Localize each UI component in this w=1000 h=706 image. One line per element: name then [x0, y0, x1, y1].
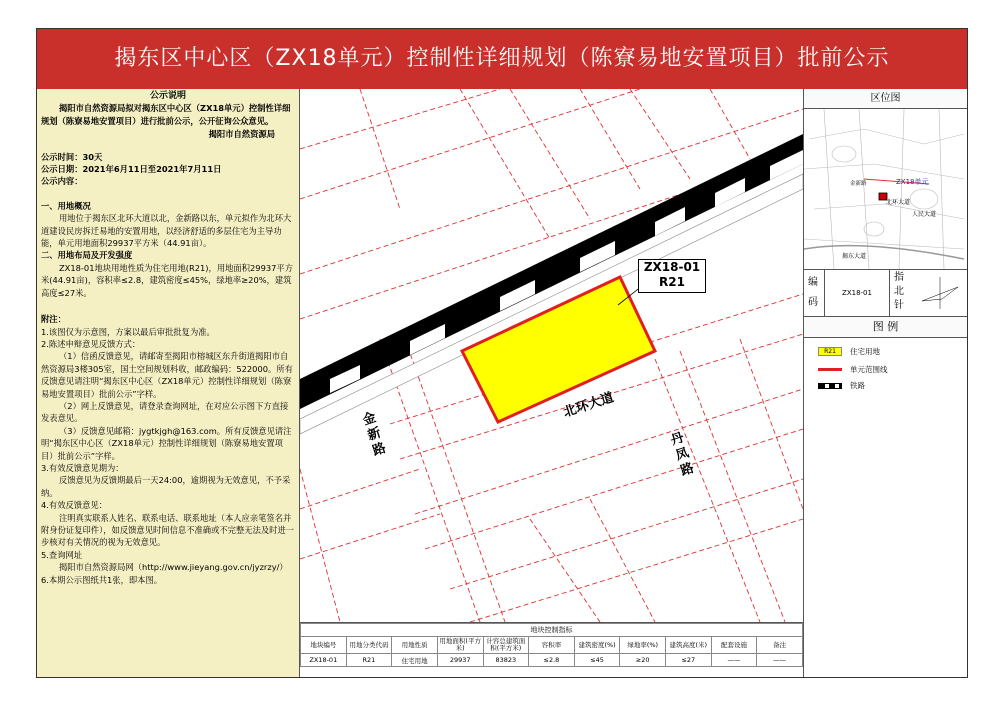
- code-row: [804, 270, 967, 317]
- loc-road-4: 人民大道: [912, 211, 937, 218]
- parcel-label: [638, 259, 706, 293]
- note-2a: （1）信函反馈意见，请邮寄至揭阳市榕城区东升街道揭阳市自然资源局3楼305室，国土空间规划科收，邮政编码：522000。所有反馈意见请注明“揭东区中心区（ZX18单元）控制性详细规划（陈寮易地安置项目）批前公示”字样。: [41, 351, 293, 399]
- notice-panel: [37, 89, 300, 677]
- code-value: ZX18-01: [824, 270, 890, 316]
- table-cell: ——: [711, 654, 757, 667]
- side-panel: [803, 89, 967, 677]
- location-map: [804, 109, 967, 270]
- legend-title: 图 例: [804, 317, 967, 338]
- loc-road-2: 揭东大道: [842, 253, 867, 260]
- table-row: [301, 654, 803, 667]
- loc-road-3: 金新路: [850, 181, 867, 187]
- table-header: 用地分类代码: [346, 637, 392, 654]
- north-arrow-icon: [918, 273, 962, 313]
- table-header: 绿地率(%): [620, 637, 666, 654]
- note-2b: （2）网上反馈意见，请登录查询网址，在对应公示图下方直接发表意见。: [41, 400, 289, 424]
- table-header: 配套设施: [711, 637, 757, 654]
- note-4: 4.有效反馈意见：: [41, 500, 107, 511]
- section1-title: 一、用地概况: [41, 200, 91, 211]
- notice-heading: 公示说明: [149, 91, 186, 101]
- notice-period: 公示时间：30天: [41, 151, 103, 162]
- table-header: 用地面积(平方米): [437, 637, 483, 654]
- loc-unit-label: ZX18单元: [896, 178, 929, 186]
- location-map-title: 区位图: [804, 89, 967, 109]
- table-header-row: [301, 637, 803, 654]
- table-cell: ≤2.8: [529, 654, 575, 667]
- table-cell: ——: [757, 654, 803, 667]
- table-header: 备注: [757, 637, 803, 654]
- legend-label-rail: 铁路: [850, 381, 865, 390]
- location-map-drawing: [804, 109, 967, 269]
- table-header: 用地性质: [392, 637, 438, 654]
- road-label-danfeng: 丹凤路: [668, 430, 696, 480]
- table-cell: 29937: [437, 654, 483, 667]
- table-cell: 83823: [483, 654, 529, 667]
- loc-road-1: 北环大道: [886, 199, 911, 206]
- note-1: 1.该图仅为示意图，方案以最后审批批复为准。: [41, 326, 215, 337]
- table-cell: ≤45: [574, 654, 620, 667]
- code-label: 编码: [808, 277, 818, 308]
- table-cell: 住宅用地: [392, 654, 438, 667]
- table-header: 容积率: [529, 637, 575, 654]
- planning-map: [300, 89, 803, 622]
- legend-swatch-boundary: [818, 368, 842, 371]
- table-cell: ≥20: [620, 654, 666, 667]
- legend: [804, 338, 967, 458]
- notes-title: 附注：: [41, 314, 66, 325]
- legend-row-boundary: [818, 364, 888, 375]
- table-header: 建筑高度(米): [666, 637, 712, 654]
- note-6: 6.本期公示图纸共1张，即本图。: [41, 574, 163, 585]
- section1-text: 用地位于揭东区北环大道以北，金新路以东，单元拟作为北环大道建设民房拆迁易地的安置用地，以经济舒适的多层住宅为主导功能，单元用地面积29937平方米（44.91亩）。: [41, 213, 292, 249]
- notice-dates: 公示日期：2021年6月11日至2021年7月11日: [41, 164, 222, 175]
- road-label-jinxin: 金新路: [360, 410, 388, 460]
- notice-content-label: 公示内容：: [41, 176, 83, 187]
- note-3a: 反馈意见为反馈期最后一天24:00，逾期视为无效意见，不予采纳。: [41, 475, 291, 498]
- table-caption: 地块控制指标: [301, 624, 803, 637]
- table-header: 计容总建筑面积(平方米): [483, 637, 529, 654]
- note-2: 2.陈述申辩意见反馈方式：: [41, 338, 141, 349]
- table-cell: R21: [346, 654, 392, 667]
- road-label-beihuan: 北环大道: [561, 390, 616, 421]
- page-title: 揭东区中心区（ZX18单元）控制性详细规划（陈寮易地安置项目）批前公示: [37, 29, 967, 89]
- table-cell: ZX18-01: [301, 654, 347, 667]
- legend-swatch-r21: R21: [818, 347, 842, 356]
- legend-swatch-rail: [818, 383, 842, 389]
- north-label: 指北针: [894, 272, 904, 311]
- section2-text: ZX18-01地块用地性质为住宅用地(R21)，用地面积29937平方米(44.91亩)，容积率≤2.8，建筑密度≤45%，绿地率≥20%，建筑高度≤27米。: [41, 262, 294, 298]
- legend-row-rail: [818, 380, 865, 391]
- note-4a: 注明真实联系人姓名、联系电话、联系地址（本人应亲笔签名并附身份证复印件），如反馈意见时间信息不准确或不完整无法及时进一步核对有关情况的视为无效意见。: [41, 512, 295, 548]
- legend-label-boundary: 单元范围线: [850, 365, 888, 374]
- note-5a: 揭阳市自然资源局网（http://www.jieyang.gov.cn/jyzrzy/）: [59, 562, 288, 573]
- note-2c: （3）反馈意见邮箱：jygtkjgh@163.com。所有反馈意见请注明“揭东区中心区（ZX18单元）控制性详细规划（陈寮易地安置项目）批前公示”字样。: [41, 425, 292, 461]
- parcel-code: ZX18-01: [643, 260, 701, 274]
- note-3: 3.有效反馈意见期为：: [41, 462, 124, 473]
- table-header: 地块编号: [301, 637, 347, 654]
- section2-title: 二、用地布局及开发强度: [41, 250, 133, 261]
- control-index-table: [300, 622, 803, 678]
- table-header: 建筑密度(%): [574, 637, 620, 654]
- legend-label-r21: 住宅用地: [850, 347, 880, 356]
- notice-intro: 揭阳市自然资源局拟对揭东区中心区（ZX18单元）控制性详细规划（陈寮易地安置项目）进行批前公示，公开征询公众意见。: [41, 103, 291, 126]
- note-5: 5.查询网址: [41, 549, 83, 560]
- table-cell: ≤27: [666, 654, 712, 667]
- notice-issuer: 揭阳市自然资源局: [208, 129, 275, 140]
- parcel-use: R21: [659, 275, 685, 289]
- map-drawing: [300, 89, 803, 622]
- legend-row-r21: [818, 346, 880, 357]
